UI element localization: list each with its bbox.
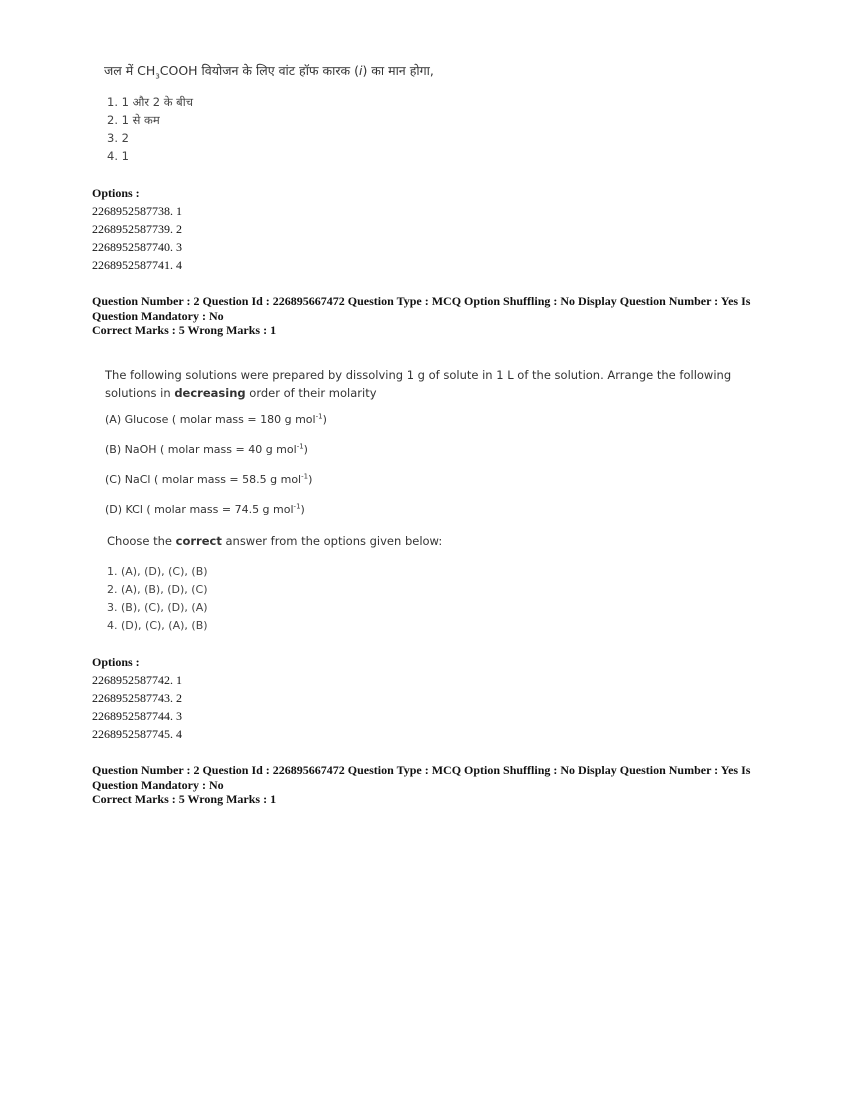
item-text: (A) Glucose ( molar mass = 180 g mol: [105, 413, 316, 426]
options-title: Options :: [92, 186, 140, 200]
choose-bold: correct: [175, 534, 222, 548]
choose-instruction: [107, 534, 442, 548]
options-1: [92, 184, 182, 274]
option-item: 2268952587739. 2: [92, 222, 182, 236]
choice: 2. 1 से कम: [107, 113, 160, 127]
option-item: 2268952587742. 1: [92, 673, 182, 687]
choose-a: Choose the: [107, 534, 176, 548]
option-item: 2268952587741. 4: [92, 258, 182, 272]
marks-line: Correct Marks : 5 Wrong Marks : 1: [92, 792, 277, 806]
item-sup: -1: [315, 412, 323, 421]
solution-item-d: [105, 503, 305, 516]
choice: 1. 1 और 2 के बीच: [107, 95, 194, 109]
item-text: (D) KCl ( molar mass = 74.5 g mol: [105, 503, 294, 516]
choice: 4. 1: [107, 149, 129, 163]
q1-text-post: ) का मान होगा,: [362, 63, 434, 78]
q2-intro-b: order of their molarity: [245, 386, 377, 400]
q1-text-sub: 3: [155, 72, 160, 81]
q1-text-i: i: [358, 63, 363, 78]
q2-intro-a: The following solutions were prepared by dissolving 1 g of solute in 1 L of the solution. Arrange the following solutions in: [105, 368, 732, 400]
question-1-choices: [107, 93, 193, 165]
question-1-text: [104, 62, 434, 79]
item-tail: ): [322, 413, 327, 426]
answer-choice: 3. (B), (C), (D), (A): [107, 601, 208, 614]
marks-line: Correct Marks : 5 Wrong Marks : 1: [92, 323, 277, 337]
item-tail: ): [300, 503, 305, 516]
solution-item-b: [105, 443, 308, 456]
solution-item-a: [105, 413, 327, 426]
question-2-answers: [107, 563, 208, 635]
choose-b: answer from the options given below:: [221, 534, 443, 548]
question-meta-1: [92, 294, 772, 338]
choice: 3. 2: [107, 131, 129, 145]
item-sup: -1: [296, 442, 304, 451]
q2-intro-bold: decreasing: [174, 386, 246, 400]
item-text: (C) NaCl ( molar mass = 58.5 g mol: [105, 473, 302, 486]
option-item: 2268952587740. 3: [92, 240, 182, 254]
item-sup: -1: [301, 472, 309, 481]
options-2: [92, 653, 182, 743]
option-item: 2268952587738. 1: [92, 204, 182, 218]
question-meta-2: [92, 763, 772, 807]
answer-choice: 4. (D), (C), (A), (B): [107, 619, 208, 632]
answer-choice: 2. (A), (B), (D), (C): [107, 583, 208, 596]
item-tail: ): [308, 473, 313, 486]
solution-item-c: [105, 473, 312, 486]
meta-line: Question Number : 2 Question Id : 226895667472 Question Type : MCQ Option Shuffling : No Display Question Number : Yes Is Question Mandatory : No: [92, 763, 751, 792]
item-tail: ): [303, 443, 308, 456]
item-text: (B) NaOH ( molar mass = 40 g mol: [105, 443, 297, 456]
q1-text-mid: COOH वियोजन के लिए वांट हॉफ कारक (: [159, 63, 359, 78]
option-item: 2268952587745. 4: [92, 727, 182, 741]
option-item: 2268952587744. 3: [92, 709, 182, 723]
q1-text-pre: जल में CH: [104, 63, 156, 78]
item-sup: -1: [293, 502, 301, 511]
option-item: 2268952587743. 2: [92, 691, 182, 705]
meta-line: Question Number : 2 Question Id : 226895667472 Question Type : MCQ Option Shuffling : No Display Question Number : Yes Is Question Mandatory : No: [92, 294, 751, 323]
question-2-intro: [105, 366, 755, 402]
answer-choice: 1. (A), (D), (C), (B): [107, 565, 208, 578]
options-title: Options :: [92, 655, 140, 669]
